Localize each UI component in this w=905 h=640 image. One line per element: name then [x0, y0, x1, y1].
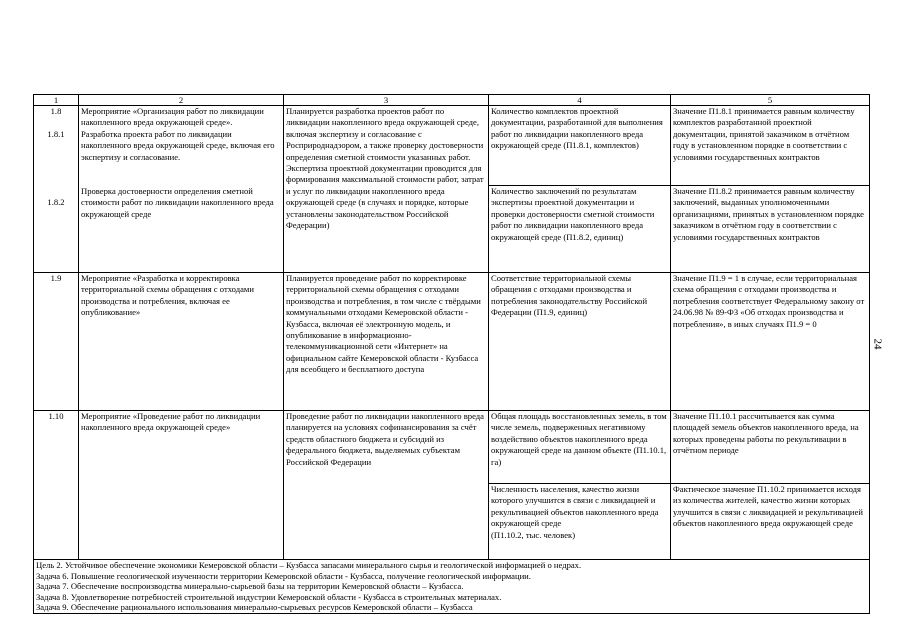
header-col-5: 5	[671, 95, 870, 106]
goals-tasks-cell	[34, 560, 870, 614]
table-row	[34, 106, 870, 186]
event-cell: Мероприятие «Разработка и корректировка территориальной схемы обращения с отходами производства и потребления, включая ее опубликование»	[79, 273, 284, 411]
event-cell: Мероприятие «Организация работ по ликвидации накопленного вреда окружающей среде». Разработка проекта работ по ликвидации накопленного вреда окружающей среде, включая его экспертизу и согласование. Проверка достоверности определения сметной стоимости работ по ликвидации накопленного вреда окружающей среде	[79, 106, 284, 273]
calculation-cell: Значение П1.8.1 принимается равным количеству комплектов разработанной проектной документации, принятой заказчиком в отчётном году в установленном порядке в соответствии с условиями государственных контрактов	[671, 106, 870, 186]
notes-row	[34, 560, 870, 614]
description-cell: Планируется проведение работ по корректировке территориальной схемы обращения с отходами производства и потребления, в том числе с твёрдыми коммунальными отходами Кемеровской области - Кузбасса, включая её электронную модель, и опубликование в информационно-телекоммуникационной сети «Интернет» на официальном сайте Кемеровской области - Кузбасса для всеобщего и бесплатного доступа	[284, 273, 489, 411]
indicator-cell: Численность населения, качество жизни которого улучшится в связи с ликвидацией и рекультивацией объектов накопленного вреда окружающей среде (П1.10.2, тыс. человек)	[489, 484, 671, 560]
calculation-cell: Фактическое значение П1.10.2 принимается исходя из количества жителей, качество жизни которых улучшится в связи с ликвидацией и рекультивацией объектов накопленного вреда окружающей среде	[671, 484, 870, 560]
row-number: 1.10	[34, 411, 79, 560]
header-col-4: 4	[489, 95, 671, 106]
calculation-cell: Значение П1.10.1 рассчитывается как сумма площадей земель объектов накопленного вреда, на которых проведены работы по рекультивации в отчётном периоде	[671, 411, 870, 484]
task-note: Задача 9. Обеспечение рационального использования минерально-сырьевых ресурсов Кемеровской области – Кузбасса	[36, 602, 473, 613]
header-col-3: 3	[284, 95, 489, 106]
page-number: 24	[871, 338, 884, 350]
indicator-cell: Количество заключений по результатам экспертизы проектной документации и проверки достоверности сметной стоимости работ по ликвидации накопленного вреда окружающей среде (П1.8.2, единиц)	[489, 186, 671, 273]
task-note: Задача 6. Повышение геологической изученности территории Кемеровской области - Кузбасса, получение геологической информации.	[36, 570, 531, 581]
row-number: 1.9	[34, 273, 79, 411]
task-note: Задача 7. Обеспечение воспроизводства минерально-сырьевой базы на территории Кемеровской области – Кузбасса.	[36, 581, 464, 592]
header-col-1: 1	[34, 95, 79, 106]
header-row	[34, 95, 870, 106]
task-note: Задача 8. Удовлетворение потребностей строительной индустрии Кемеровской области - Кузбасса в строительных материалах.	[36, 591, 502, 602]
row-number: 1.8 1.8.1 1.8.2	[34, 106, 79, 273]
description-cell: Планируется разработка проектов работ по ликвидации накопленного вреда окружающей среде, включая экспертизу и согласование с Росприроднадзором, а также проверку достоверности определения сметной стоимости указанных работ. Экспертиза проектной документации проводится для формирования максимальной стоимости работ, затрат и услуг по ликвидации накопленного вреда окружающей среде (в случаях и порядке, которые установлены законодательством Российской Федерации)	[284, 106, 489, 273]
description-cell: Проведение работ по ликвидации накопленного вреда планируется на условиях софинансирования за счёт средств областного бюджета и субсидий из федерального бюджета, выделяемых субъектам Российской Федерации	[284, 411, 489, 560]
table-row	[34, 411, 870, 484]
header-col-2: 2	[79, 95, 284, 106]
calculation-cell: Значение П1.9 = 1 в случае, если территориальная схема обращения с отходами производства и потребления соответствует Федеральному закону от 24.06.98 № 89-ФЗ «Об отходах производства и потребления», в иных случаях П1.9 = 0	[671, 273, 870, 411]
event-cell: Мероприятие «Проведение работ по ликвидации накопленного вреда окружающей среде»	[79, 411, 284, 560]
indicator-cell: Количество комплектов проектной документации, разработанной для выполнения работ по ликвидации накопленного вреда окружающей среде (П1.8.1, комплектов)	[489, 106, 671, 186]
calculation-cell: Значение П1.8.2 принимается равным количеству заключений, выданных уполномоченными организациями, принятых в установленном порядке заказчиком в отчётном году в соответствии с условиями государственных контрактов	[671, 186, 870, 273]
indicator-cell: Общая площадь восстановленных земель, в том числе земель, подверженных негативному воздействию объектов накопленного вреда окружающей среде на данном объекте (П1.10.1, га)	[489, 411, 671, 484]
indicator-cell: Соответствие территориальной схемы обращения с отходами производства и потребления законодательству Российской Федерации (П1.9, единиц)	[489, 273, 671, 411]
table-row	[34, 273, 870, 411]
goal-note: Цель 2. Устойчивое обеспечение экономики Кемеровской области – Кузбасса запасами минерального сырья и геологической информацией о недрах.	[36, 560, 582, 570]
program-table	[33, 94, 870, 614]
